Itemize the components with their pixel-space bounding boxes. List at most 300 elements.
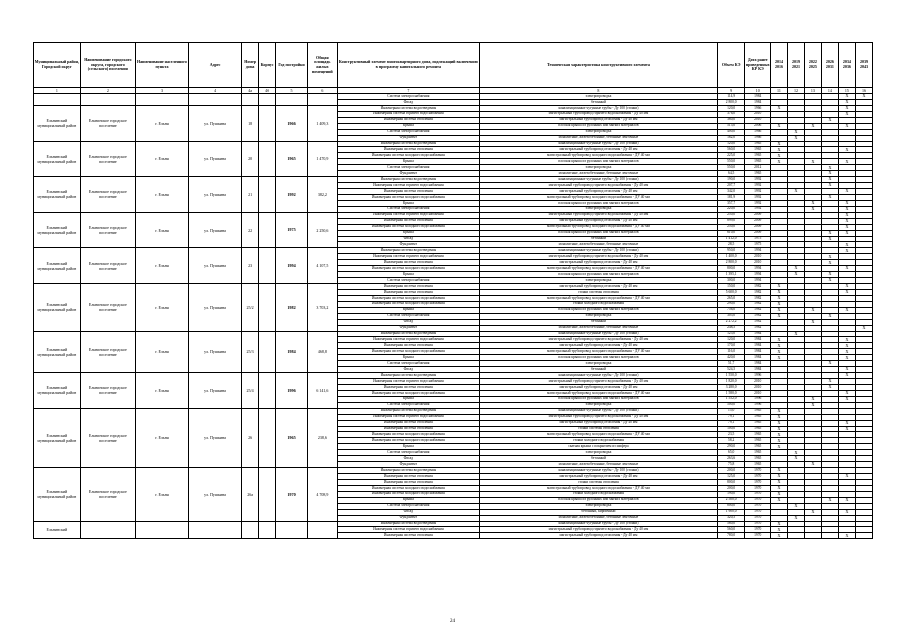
build-year-cell: 1965 [276, 408, 308, 467]
characteristic-cell: канализационные чугунные трубы - Ду 100 (стояки) [479, 373, 717, 379]
repair-date-cell: 1966 [745, 135, 770, 141]
repair-date-cell: 1982 [745, 301, 770, 307]
district-cell: Ельнинский [34, 521, 81, 539]
period-2014-2016-cell: X [770, 105, 787, 111]
column-header: Номер дома [242, 43, 259, 88]
volume-cell: 300,0 [717, 278, 745, 284]
characteristic-cell: стояки холодного водоснабжения [479, 438, 717, 444]
period-2014-2016-cell: X [770, 355, 787, 361]
district-cell: Ельнинский муниципальный район [34, 248, 81, 284]
repair-date-cell: 1965 [745, 450, 770, 456]
address-cell: ул. Пушкина [189, 284, 242, 332]
volume-cell: 58,2 [717, 438, 745, 444]
period-2022-2025-cell: X [804, 200, 821, 206]
repair-date-cell: 1992 [745, 200, 770, 206]
element-cell: Инженерная система горячего водоснабжения [337, 527, 479, 533]
repair-date-cell: 1984 [745, 367, 770, 373]
living-area-cell: 4 107,5 [307, 248, 337, 284]
volume-cell: 420,0 [717, 355, 745, 361]
period-2026-2031-cell: X [821, 177, 838, 183]
column-header: Год постройки [276, 43, 308, 88]
repair-date-cell: 1970 [745, 533, 770, 539]
element-cell: Система электроснабжения [337, 278, 479, 284]
period-2034-2036-cell: X [838, 349, 855, 355]
column-number: 4б [259, 88, 276, 94]
characteristic-cell: плоская крыша из рулонных или мягких материалов [479, 272, 717, 278]
repair-date-cell: 2010 [745, 111, 770, 117]
period-2014-2016-cell: X [770, 533, 787, 539]
period-2019-2021-cell: X [787, 189, 804, 195]
column-number: 15 [838, 88, 855, 94]
characteristic-cell: магистральный трубопровод горячего водоснабжения - Ду 40 мм [479, 254, 717, 260]
volume-cell: 320,5 [717, 515, 745, 521]
column-header: Конструктивный элемент многоквартирного дома, подлежащий включению в программу капитального ремонта [337, 43, 479, 88]
house-number-cell: 23 [242, 248, 259, 284]
volume-cell: 342,0 [717, 189, 745, 195]
repair-date-cell: 1965 [745, 147, 770, 153]
characteristic-cell: магистральный трубопровод холодного водоснабжения - ДУ 40 мм [479, 349, 717, 355]
building-cell [259, 408, 276, 467]
characteristic-cell: канализационные чугунные трубы - Ду 100 (стояки) [479, 468, 717, 474]
address-cell: ул. Пушкина [189, 468, 242, 521]
element-cell: Инженерная система водоотведения [337, 373, 479, 379]
characteristic-cell: бетонный [479, 236, 717, 242]
repair-date-cell: 1966 [745, 105, 770, 111]
period-2034-2036-cell: X [838, 212, 855, 218]
volume-cell: 79,1 [717, 414, 745, 420]
volume-cell: 305,0 [717, 313, 745, 319]
repair-date-cell: 1984 [745, 331, 770, 337]
characteristic-cell: стояки системы отопления [479, 426, 717, 432]
settlement-cell [80, 94, 135, 106]
column-header: Корпус [259, 43, 276, 88]
element-cell: Инженерная система отопления [337, 260, 479, 266]
repair-date-cell: 1994 [745, 272, 770, 278]
period-2019-2021-cell: X [787, 503, 804, 509]
period-2014-2016-cell: X [770, 123, 787, 129]
volume-cell: 550,0 [717, 165, 745, 171]
period-2034-2036-cell: X [838, 337, 855, 343]
repair-date-cell: 1970 [745, 503, 770, 509]
characteristic-cell: стояки системы отопления [479, 289, 717, 295]
volume-cell: 200,0 [717, 468, 745, 474]
element-cell: Крыша [337, 444, 479, 450]
element-cell: Инженерная система горячего водоснабжения [337, 111, 479, 117]
characteristic-cell: магистральный трубопровод отопления - Ду 40 мм [479, 117, 717, 123]
period-2034-2036-cell: X [838, 189, 855, 195]
living-area-cell: 1 409,3 [307, 105, 337, 141]
period-2014-2016-cell: X [770, 159, 787, 165]
repair-date-cell: 1965 [745, 432, 770, 438]
element-cell: Инженерная система холодного водоснабжения [337, 438, 479, 444]
element-cell: Инженерная система отопления [337, 117, 479, 123]
build-year-cell [276, 94, 308, 106]
address-cell: ул. Пушкина [189, 141, 242, 177]
period-2022-2025-cell: X [804, 206, 821, 212]
period-2034-2036-cell: X [838, 200, 855, 206]
period-2034-2036-cell: X [838, 396, 855, 402]
column-number: 12 [787, 88, 804, 94]
volume-cell: 265,0 [717, 295, 745, 301]
element-cell: Крыша [337, 396, 479, 402]
volume-cell: 524,5 [717, 367, 745, 373]
characteristic-cell: электропроводка [479, 503, 717, 509]
address-cell: ул. Пушкина [189, 408, 242, 467]
element-cell: Инженерная система отопления [337, 384, 479, 390]
characteristic-cell: плоская крыша из рулонных или мягких материалов [479, 497, 717, 503]
repair-date-cell: 1965 [745, 141, 770, 147]
characteristic-cell: электропроводка [479, 361, 717, 367]
period-2019-2021-cell: X [787, 450, 804, 456]
locality-cell: г. Ельня [135, 331, 188, 373]
characteristic-cell: электропроводка [479, 450, 717, 456]
settlement-cell: Ельнинское городское поселение [80, 248, 135, 284]
column-header: 2014 2016 [770, 43, 787, 88]
repair-date-cell: 1965 [745, 456, 770, 462]
repair-date-cell: 2009 [745, 212, 770, 218]
living-area-cell: 238,6 [307, 408, 337, 467]
volume-cell: 780,0 [717, 533, 745, 539]
period-2014-2016-cell: X [770, 432, 787, 438]
period-2026-2031-cell: X [821, 171, 838, 177]
locality-cell: г. Ельня [135, 284, 188, 332]
column-header: 2026 2031 [821, 43, 838, 88]
element-cell: Инженерная система горячего водоснабжения [337, 337, 479, 343]
characteristic-cell: монолитные, железобетонные, бетонные ленточные [479, 242, 717, 248]
volume-cell: 376,0 [717, 111, 745, 117]
volume-cell: 800,0 [717, 503, 745, 509]
repair-date-cell: 1992 [745, 183, 770, 189]
characteristic-cell: магистральный трубопровод отопления - Ду 40 мм [479, 420, 717, 426]
period-2034-2036-cell: X [838, 147, 855, 153]
district-cell: Ельнинский муниципальный район [34, 331, 81, 373]
building-cell [259, 141, 276, 177]
characteristic-cell: магистральный трубопровод отопления - Ду 40 мм [479, 189, 717, 195]
district-cell: Ельнинский муниципальный район [34, 141, 81, 177]
volume-cell: 1 580,0 [717, 390, 745, 396]
volume-cell: 51,7 [717, 361, 745, 367]
locality-cell: г. Ельня [135, 248, 188, 284]
repair-date-cell: 1965 [745, 153, 770, 159]
characteristic-cell: магистральный трубопровод холодного водоснабжения - ДУ 40 мм [479, 485, 717, 491]
period-2026-2031-cell: X [821, 384, 838, 390]
settlement-cell: Ельнинское городское поселение [80, 212, 135, 248]
address-cell [189, 521, 242, 539]
characteristic-cell: плоская крыша из рулонных или мягких материалов [479, 230, 717, 236]
period-2034-2036-cell: X [838, 248, 855, 254]
column-number: 13 [804, 88, 821, 94]
table-body [34, 88, 873, 539]
element-cell: Инженерная система холодного водоснабжения [337, 295, 479, 301]
repair-date-cell: 1966 [745, 129, 770, 135]
period-2014-2016-cell: X [770, 497, 787, 503]
volume-cell: 100,0 [717, 426, 745, 432]
repair-date-cell: 1982 [745, 307, 770, 313]
living-area-cell: 4 708,9 [307, 468, 337, 521]
repair-date-cell: 2012 [745, 165, 770, 171]
column-number: 1 [34, 88, 81, 94]
period-2026-2031-cell: X [821, 254, 838, 260]
characteristic-cell: магистральный трубопровод горячего водоснабжения - Ду 40 мм [479, 527, 717, 533]
period-2034-2036-cell: X [838, 218, 855, 224]
address-cell: ул. Пушкина [189, 212, 242, 248]
period-2034-2036-cell: X [838, 289, 855, 295]
element-cell: Инженерная система водоотведения [337, 177, 479, 183]
locality-cell: г. Ельня [135, 141, 188, 177]
element-cell: Инженерная система водоотведения [337, 468, 479, 474]
locality-cell: г. Ельня [135, 373, 188, 409]
element-cell: Фасад [337, 236, 479, 242]
element-cell: Инженерная система горячего водоснабжения [337, 254, 479, 260]
house-number-cell: 25/2 [242, 284, 259, 332]
repair-date-cell: 1965 [745, 159, 770, 165]
column-number: 6 [307, 88, 337, 94]
characteristic-cell: электропроводка [479, 206, 717, 212]
element-cell: Система электроснабжения [337, 165, 479, 171]
district-cell: Ельнинский муниципальный район [34, 105, 81, 141]
district-cell: Ельнинский муниципальный район [34, 373, 81, 409]
characteristic-cell: стояки холодного водоснабжения [479, 491, 717, 497]
characteristic-cell: стояки системы отопления [479, 479, 717, 485]
period-2039-2043-cell [855, 533, 872, 539]
repair-date-cell: 1984 [745, 361, 770, 367]
build-year-cell: 1994 [276, 248, 308, 284]
period-2039-2043-cell: X [855, 94, 872, 100]
element-cell: Фундамент [337, 135, 479, 141]
column-header: 2022 2025 [804, 43, 821, 88]
repair-date-cell: 1996 [745, 373, 770, 379]
period-2026-2031-cell: X [821, 236, 838, 242]
repair-date-cell: 1994 [745, 266, 770, 272]
period-2034-2036-cell: X [838, 474, 855, 480]
characteristic-cell: плоская крыша из рулонных или мягких материалов [479, 307, 717, 313]
period-2034-2036-cell: X [838, 123, 855, 129]
volume-cell: 79,1 [717, 420, 745, 426]
volume-cell: 400,0 [717, 129, 745, 135]
element-cell: Инженерная система отопления [337, 343, 479, 349]
element-cell: Система электроснабжения [337, 129, 479, 135]
repair-date-cell: 1970 [745, 509, 770, 515]
repair-date-cell: 1992 [745, 177, 770, 183]
characteristic-cell: магистральный трубопровод отопления - Ду 40 мм [479, 218, 717, 224]
characteristic-cell: канализационные чугунные трубы - Ду 100 (стояки) [479, 408, 717, 414]
period-2034-2036-cell: X [838, 111, 855, 117]
period-2022-2025-cell: X [804, 307, 821, 313]
volume-cell: 1 412,0 [717, 236, 745, 242]
repair-date-cell: 2010 [745, 260, 770, 266]
period-2022-2025-cell: X [804, 402, 821, 408]
period-2014-2016-cell: X [770, 438, 787, 444]
element-cell: Инженерная система холодного водоснабжения [337, 266, 479, 272]
period-2014-2016-cell: X [770, 307, 787, 313]
period-2014-2016-cell: X [770, 301, 787, 307]
period-2034-2036-cell: X [838, 420, 855, 426]
element-cell: Инженерная система водоотведения [337, 248, 479, 254]
building-cell [259, 373, 276, 409]
build-year-cell: 1984 [276, 331, 308, 373]
volume-cell: 250,0 [717, 212, 745, 218]
column-header: Наименование населенного пункта [135, 43, 188, 88]
volume-cell: 116,0 [717, 349, 745, 355]
element-cell: Крыша [337, 355, 479, 361]
volume-cell: 64,5 [717, 171, 745, 177]
characteristic-cell: плоская крыша из рулонных или мягких материалов [479, 396, 717, 402]
repair-date-cell: 1970 [745, 479, 770, 485]
living-area-cell: 468,8 [307, 331, 337, 373]
settlement-cell: Ельнинское городское поселение [80, 141, 135, 177]
address-cell [189, 94, 242, 106]
living-area-cell: 6 141,6 [307, 373, 337, 409]
period-2022-2025-cell: X [804, 462, 821, 468]
volume-cell: 899,0 [717, 218, 745, 224]
characteristic-cell: канализационные чугунные трубы - Ду 100 (стояки) [479, 105, 717, 111]
characteristic-cell: магистральный трубопровод холодного водоснабжения - ДУ 40 мм [479, 432, 717, 438]
address-cell: ул. Пушкина [189, 373, 242, 409]
characteristic-cell: плоская крыша из рулонных или мягких материалов [479, 355, 717, 361]
living-area-cell [307, 94, 337, 106]
characteristic-cell: магистральный трубопровод холодного водоснабжения - ДУ 40 мм [479, 390, 717, 396]
period-2034-2036-cell: X [838, 99, 855, 105]
program-table-sheet [33, 42, 873, 539]
period-2022-2025-cell [804, 533, 821, 539]
living-area-cell: 1 470,9 [307, 141, 337, 177]
build-year-cell: 1965 [276, 141, 308, 177]
repair-date-cell: 1996 [745, 396, 770, 402]
element-cell: Система электроснабжения [337, 206, 479, 212]
volume-cell: 1 820,0 [717, 379, 745, 385]
period-2034-2036-cell: X [838, 206, 855, 212]
element-cell: Инженерная система горячего водоснабжения [337, 183, 479, 189]
settlement-cell: Ельнинское городское поселение [80, 105, 135, 141]
element-cell: Фундамент [337, 515, 479, 521]
period-2026-2031-cell: X [821, 183, 838, 189]
repair-date-cell: 1984 [745, 94, 770, 100]
period-2034-2036-cell: X [838, 230, 855, 236]
volume-cell: 28,5 [717, 242, 745, 248]
living-area-cell [307, 521, 337, 539]
characteristic-cell: монолитные, железобетонные, бетонные ленточные [479, 171, 717, 177]
period-2014-2016-cell: X [770, 414, 787, 420]
page-number: 24 [450, 619, 455, 624]
period-2014-2016-cell: X [770, 479, 787, 485]
repair-date-cell: 1965 [745, 408, 770, 414]
living-area-cell: 3 703,2 [307, 284, 337, 332]
house-number-cell: 25/3 [242, 331, 259, 373]
period-2019-2021-cell: X [787, 331, 804, 337]
repair-date-cell: 1970 [745, 527, 770, 533]
element-cell: Инженерная система холодного водоснабжения [337, 390, 479, 396]
building-cell [259, 284, 276, 332]
characteristic-cell: бетонный [479, 319, 717, 325]
characteristic-cell: плоская крыша из рулонных или мягких материалов [479, 123, 717, 129]
period-2019-2021-cell: X [787, 272, 804, 278]
build-year-cell: 1970 [276, 468, 308, 521]
period-2034-2036-cell: X [838, 224, 855, 230]
repair-date-cell: 1982 [745, 295, 770, 301]
element-cell: Инженерная система водоотведения [337, 331, 479, 337]
volume-cell: 181,9 [717, 194, 745, 200]
volume-cell: 560,0 [717, 521, 745, 527]
period-2034-2036-cell: X [838, 373, 855, 379]
volume-cell: 263,6 [717, 456, 745, 462]
element-cell: Инженерная система водоотведения [337, 408, 479, 414]
build-year-cell: 1975 [276, 212, 308, 248]
locality-cell: г. Ельня [135, 212, 188, 248]
element-cell: Система электроснабжения [337, 402, 479, 408]
repair-date-cell: 1970 [745, 468, 770, 474]
element-cell: Система электроснабжения [337, 503, 479, 509]
volume-cell: 250,0 [717, 224, 745, 230]
settlement-cell: Ельнинское городское поселение [80, 177, 135, 213]
period-2014-2016-cell: X [770, 313, 787, 319]
characteristic-cell: монолитные, железобетонные, бетонные ленточные [479, 462, 717, 468]
living-area-cell: 2 250,6 [307, 212, 337, 248]
element-cell: Фасад [337, 99, 479, 105]
column-number: 14 [821, 88, 838, 94]
element-cell: Инженерная система отопления [337, 189, 479, 195]
characteristic-cell: канализационные чугунные трубы - Ду 100 (стояки) [479, 141, 717, 147]
build-year-cell: 1982 [276, 284, 308, 332]
element-cell: Инженерная система водоотведения [337, 521, 479, 527]
volume-cell: 15,0 [717, 408, 745, 414]
repair-date-cell: 2010 [745, 117, 770, 123]
period-2034-2036-cell: X [838, 367, 855, 373]
house-number-cell: 26 [242, 408, 259, 467]
period-2014-2016-cell: X [770, 337, 787, 343]
element-cell: Фасад [337, 456, 479, 462]
characteristic-cell: магистральный трубопровод горячего водоснабжения - Ду 40 мм [479, 111, 717, 117]
locality-cell: г. Ельня [135, 408, 188, 467]
element-cell: Фундамент [337, 462, 479, 468]
characteristic-cell: бетонный [479, 367, 717, 373]
element-cell: Фундамент [337, 242, 479, 248]
element-cell: Инженерная система холодного водоснабжения [337, 301, 479, 307]
house-number-cell [242, 94, 259, 106]
building-cell [259, 105, 276, 141]
repair-date-cell: 1984 [745, 337, 770, 343]
period-2014-2016-cell: X [770, 343, 787, 349]
repair-date-cell: 1994 [745, 248, 770, 254]
volume-cell: 515,0 [717, 123, 745, 129]
settlement-cell: Ельнинское городское поселение [80, 408, 135, 467]
repair-date-cell: 1996 [745, 402, 770, 408]
characteristic-cell: скатная крыша с покрытием из шифера [479, 444, 717, 450]
period-2014-2016-cell: X [770, 468, 787, 474]
period-2034-2036-cell: X [838, 343, 855, 349]
volume-cell: 120,0 [717, 105, 745, 111]
building-cell [259, 212, 276, 248]
district-cell [34, 94, 81, 106]
volume-cell: 125,0 [717, 474, 745, 480]
column-header: Наименование городского округа, городского (сельского) поселения [80, 43, 135, 88]
locality-cell [135, 521, 188, 539]
building-cell [259, 94, 276, 106]
element-cell: Инженерная система отопления [337, 533, 479, 539]
element-cell: Крыша [337, 497, 479, 503]
element-cell: Крыша [337, 307, 479, 313]
period-2014-2016-cell: X [770, 349, 787, 355]
district-cell: Ельнинский муниципальный район [34, 284, 81, 332]
address-cell: ул. Пушкина [189, 248, 242, 284]
repair-date-cell: 1984 [745, 99, 770, 105]
repair-date-cell: 1970 [745, 491, 770, 497]
period-2034-2036-cell: X [838, 159, 855, 165]
volume-cell: 1 395,1 [717, 272, 745, 278]
repair-date-cell: 1965 [745, 426, 770, 432]
characteristic-cell: магистральный трубопровод горячего водоснабжения - Ду 40 мм [479, 212, 717, 218]
house-number-cell: 20 [242, 141, 259, 177]
characteristic-cell: магистральный трубопровод отопления - Ду 40 мм [479, 260, 717, 266]
